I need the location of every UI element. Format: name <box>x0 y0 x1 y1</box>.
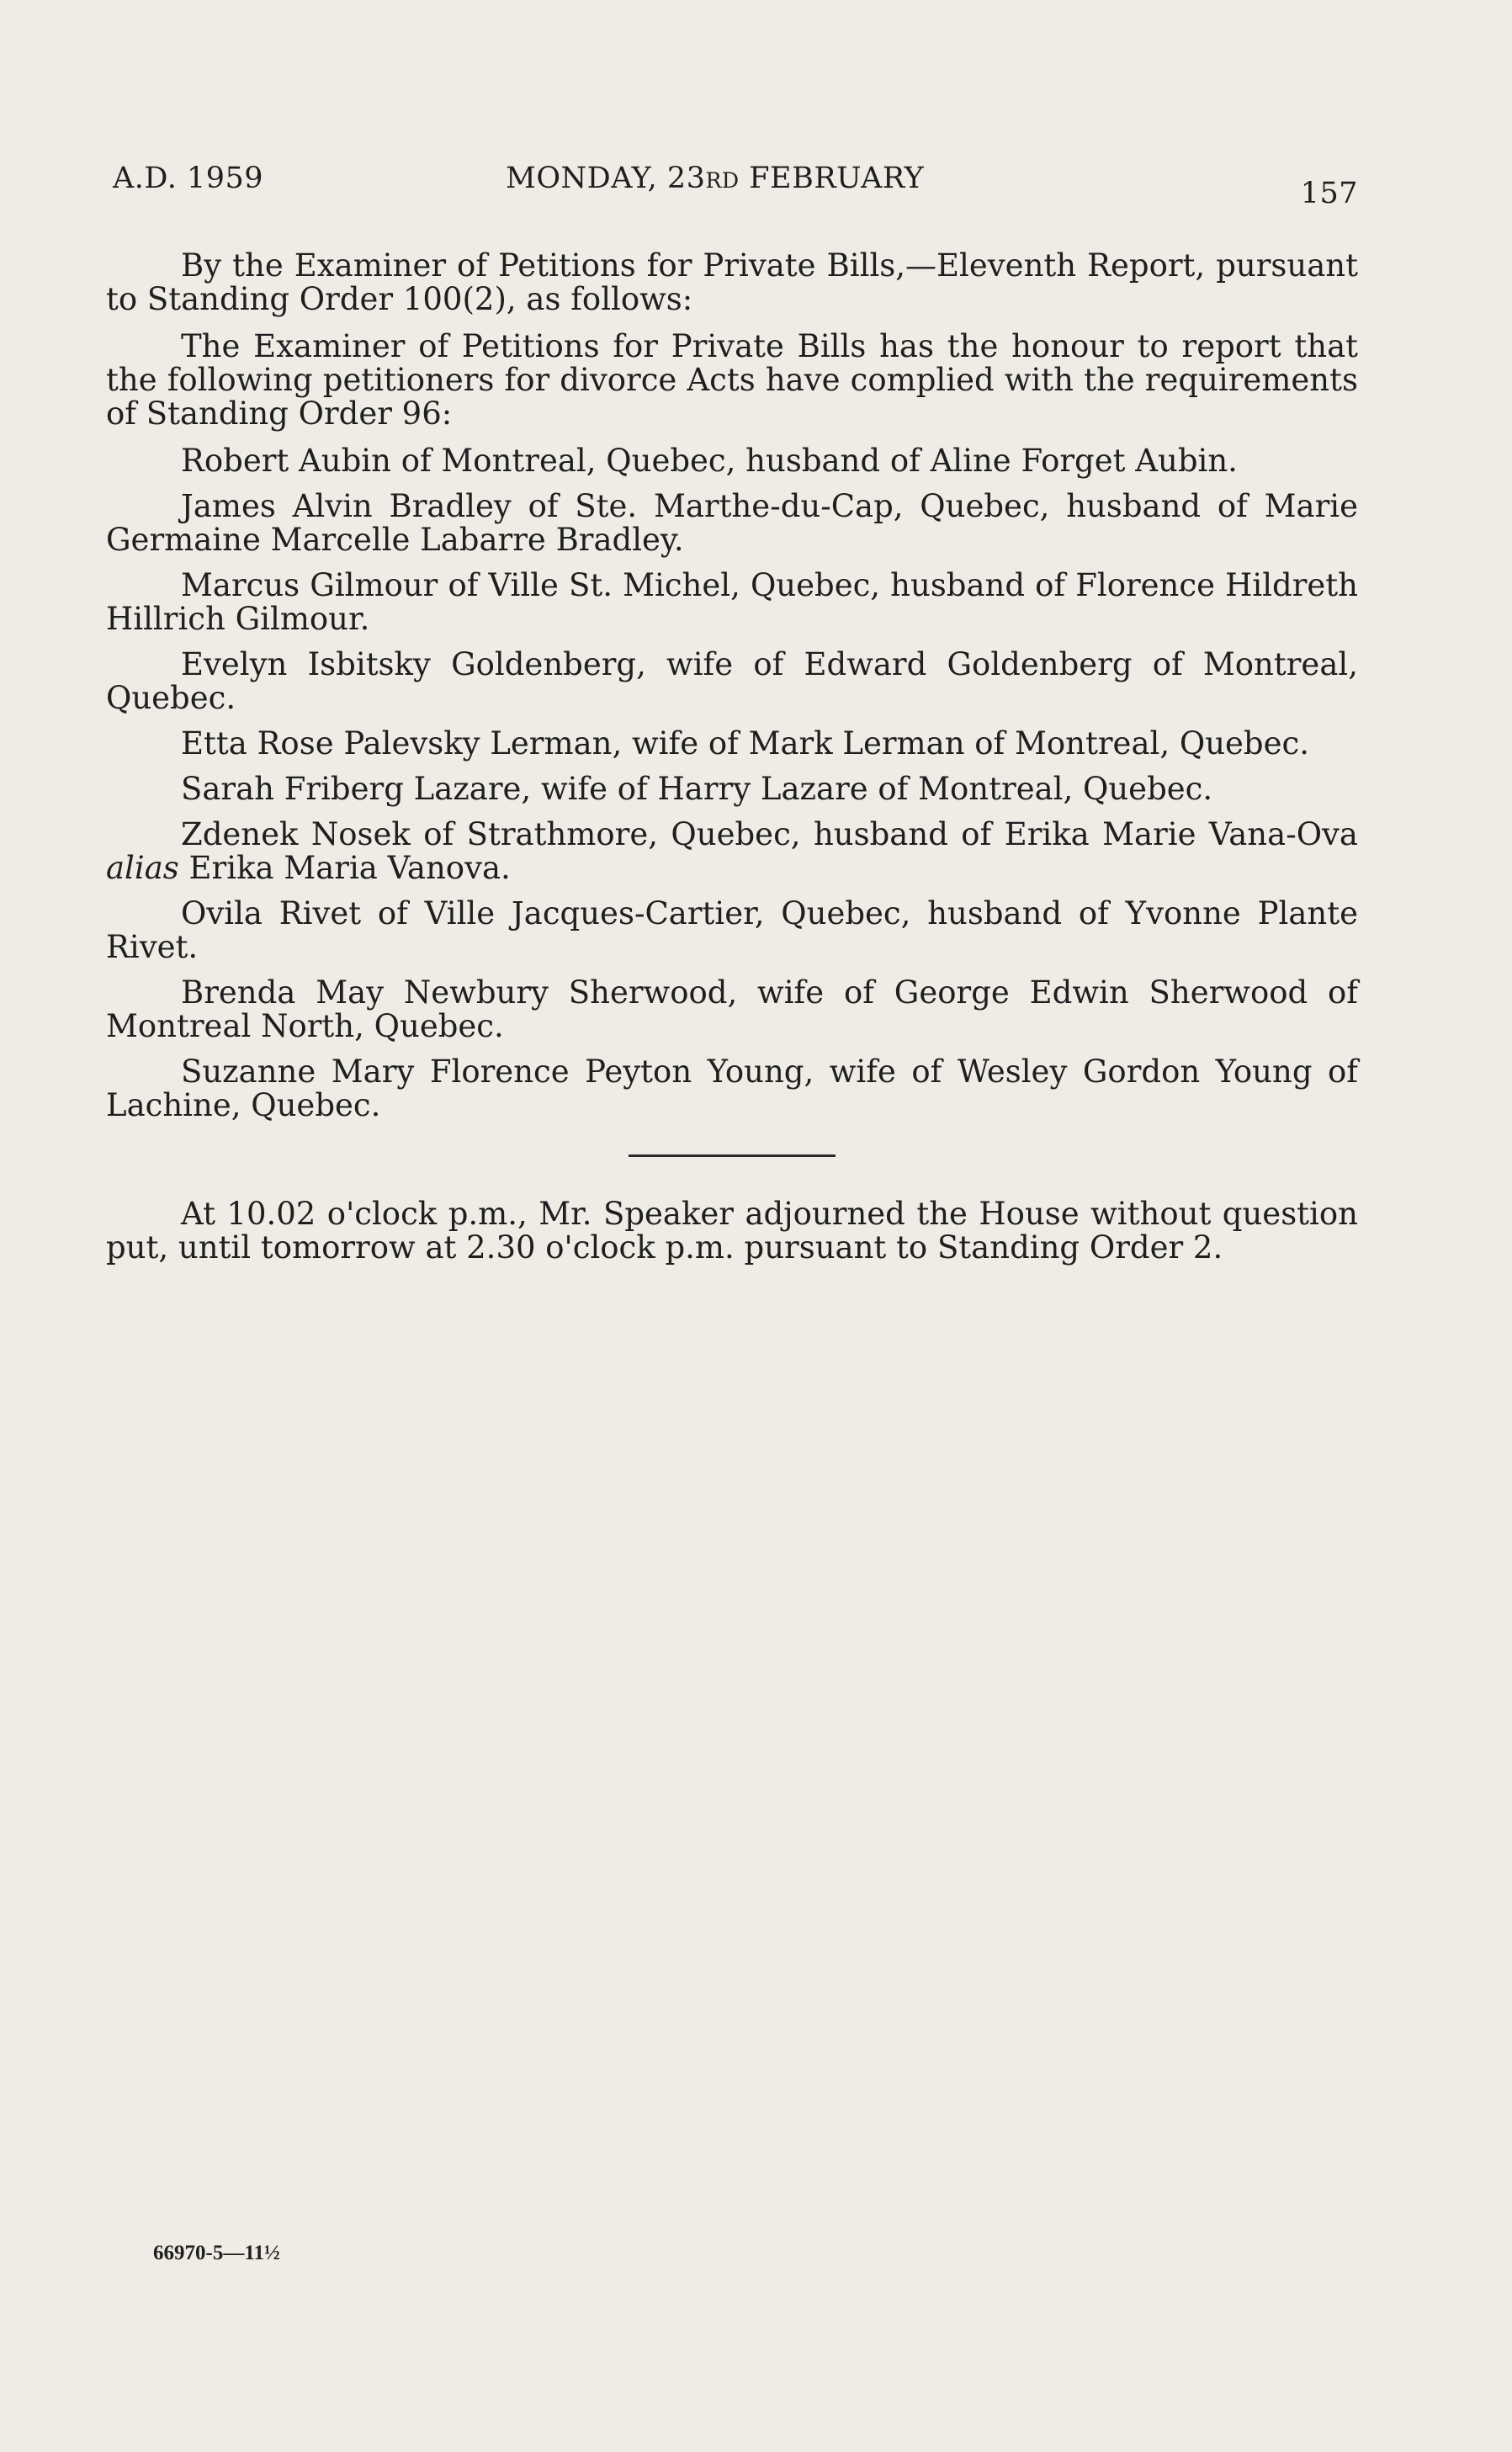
header-year: A.D. 1959 <box>113 162 264 195</box>
petitioner-entry: Sarah Friberg Lazare, wife of Harry Lazare of Montreal, Quebec. <box>181 771 1213 807</box>
petitioner-entry-alias-name: Erika Maria Vanova. <box>178 850 511 886</box>
page-number: 157 <box>1300 177 1358 210</box>
print-code: 66970-5—11½ <box>153 2242 280 2264</box>
header-date-suffix: RD <box>705 168 740 193</box>
report-intro: By the Examiner of Petitions for Private Bills,—Eleventh Report, pursuant to Standing Order 100(2), as follows: <box>106 247 1358 317</box>
adjournment-note: At 10.02 o'clock p.m., Mr. Speaker adjourned the House without question put, until tomorrow at 2.30 o'clock p.m. pursuant to Standing Order 2. <box>106 1196 1358 1266</box>
section-divider <box>629 1154 836 1157</box>
petitioner-entry: Brenda May Newbury Sherwood, wife of George Edwin Sherwood of Montreal North, Quebec. <box>106 974 1358 1044</box>
header-date-main: MONDAY, 23 <box>506 162 706 195</box>
petitioner-entry: Robert Aubin of Montreal, Quebec, husband of Aline Forget Aubin. <box>181 443 1238 479</box>
petitioner-entry: Ovila Rivet of Ville Jacques-Cartier, Quebec, husband of Yvonne Plante Rivet. <box>106 895 1358 965</box>
alias-word: alias <box>106 850 179 886</box>
petitioner-entry <box>106 818 1358 885</box>
header-date-month: FEBRUARY <box>739 162 925 195</box>
petitioner-entry: Etta Rose Palevsky Lerman, wife of Mark Lerman of Montreal, Quebec. <box>181 725 1309 762</box>
petitioner-entry: Marcus Gilmour of Ville St. Michel, Quebec, husband of Florence Hildreth Hillrich Gilmour. <box>106 567 1358 637</box>
report-statement: The Examiner of Petitions for Private Bills has the honour to report that the following petitioners for divorce Acts have complied with the requirements of Standing Order 96: <box>106 328 1358 432</box>
header-date <box>506 162 924 195</box>
petitioner-entry-text: Zdenek Nosek of Strathmore, Quebec, husband of Erika Marie Vana-Ova <box>181 816 1358 852</box>
document-body <box>106 249 1358 1278</box>
petitioner-entry: Suzanne Mary Florence Peyton Young, wife of Wesley Gordon Young of Lachine, Quebec. <box>106 1054 1358 1123</box>
petitioner-entry: James Alvin Bradley of Ste. Marthe-du-Cap, Quebec, husband of Marie Germaine Marcelle Labarre Bradley. <box>106 488 1358 558</box>
petitioner-entry: Evelyn Isbitsky Goldenberg, wife of Edward Goldenberg of Montreal, Quebec. <box>106 646 1358 716</box>
page-header <box>113 162 1358 212</box>
